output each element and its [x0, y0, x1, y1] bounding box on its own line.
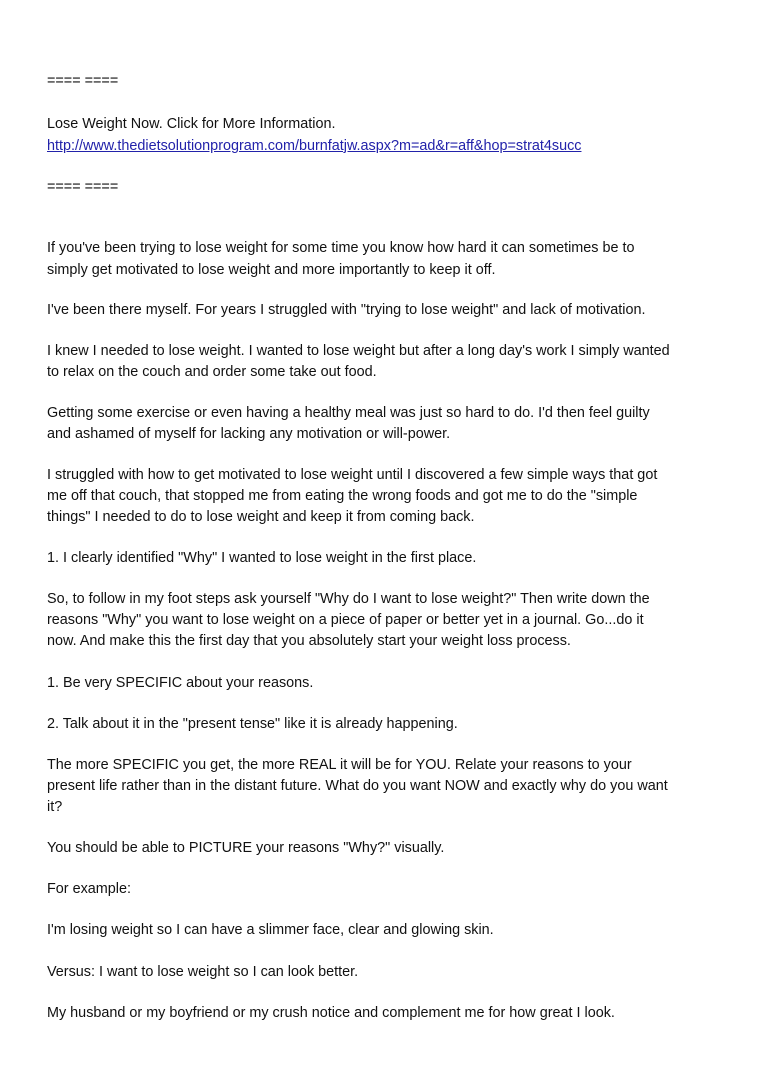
paragraph-line: The more SPECIFIC you get, the more REAL it will be for YOU. Relate your reasons to your: [47, 757, 632, 773]
separator-top: ==== ====: [47, 73, 119, 89]
paragraph-line: If you've been trying to lose weight for some time you know how hard it can sometimes be to: [47, 240, 635, 256]
paragraph-line: things" I needed to do to lose weight and keep it from coming back.: [47, 509, 475, 525]
list-item: 2. Talk about it in the "present tense" like it is already happening.: [47, 716, 458, 732]
paragraph-line: My husband or my boyfriend or my crush notice and complement me for how great I look.: [47, 1005, 615, 1021]
paragraph-line: me off that couch, that stopped me from eating the wrong foods and got me to do the "simple: [47, 488, 638, 504]
paragraph-line: Versus: I want to lose weight so I can look better.: [47, 964, 359, 980]
paragraph-line: I struggled with how to get motivated to lose weight until I discovered a few simple ways that got: [47, 467, 658, 483]
paragraph-line: simply get motivated to lose weight and more importantly to keep it off.: [47, 262, 496, 278]
paragraph-line: I knew I needed to lose weight. I wanted to lose weight but after a long day's work I simply wanted: [47, 343, 670, 359]
paragraph-line: So, to follow in my foot steps ask yourself "Why do I want to lose weight?" Then write down the: [47, 591, 650, 607]
paragraph-line: I'm losing weight so I can have a slimmer face, clear and glowing skin.: [47, 922, 494, 938]
paragraph-line: reasons "Why" you want to lose weight on a piece of paper or better yet in a journal. Go...do it: [47, 612, 644, 628]
paragraph-line: For example:: [47, 881, 131, 897]
paragraph-line: it?: [47, 799, 63, 815]
promo-text: Lose Weight Now. Click for More Information.: [47, 116, 336, 132]
paragraph-line: to relax on the couch and order some take out food.: [47, 364, 377, 380]
list-item: 1. Be very SPECIFIC about your reasons.: [47, 675, 314, 691]
paragraph-line: and ashamed of myself for lacking any motivation or will-power.: [47, 426, 451, 442]
separator-bottom: ==== ====: [47, 179, 119, 195]
paragraph-line: I've been there myself. For years I struggled with "trying to lose weight" and lack of motivation.: [47, 302, 646, 318]
paragraph-line: You should be able to PICTURE your reasons "Why?" visually.: [47, 840, 445, 856]
paragraph-line: present life rather than in the distant future. What do you want NOW and exactly why do you want: [47, 778, 668, 794]
paragraph-line: now. And make this the first day that you absolutely start your weight loss process.: [47, 633, 571, 649]
list-item: 1. I clearly identified "Why" I wanted to lose weight in the first place.: [47, 550, 477, 566]
promo-link[interactable]: http://www.thedietsolutionprogram.com/burnfatjw.aspx?m=ad&r=aff&hop=strat4succ: [47, 138, 582, 154]
paragraph-line: Getting some exercise or even having a healthy meal was just so hard to do. I'd then feel guilty: [47, 405, 650, 421]
